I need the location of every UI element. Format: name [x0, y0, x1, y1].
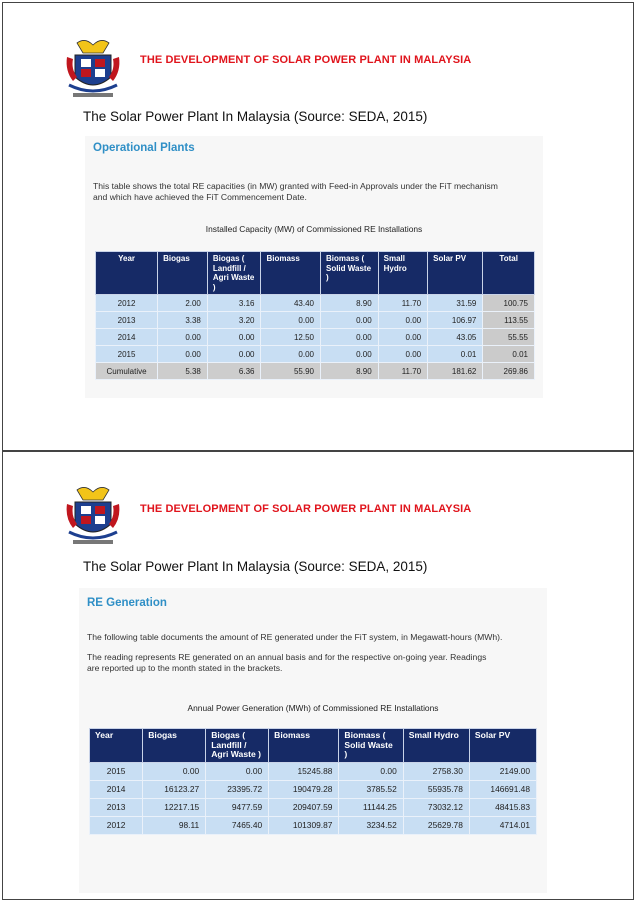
table-cell: 0.00	[207, 346, 261, 363]
table-cell: 0.00	[378, 329, 427, 346]
table-cell: 113.55	[483, 312, 535, 329]
table-cell: 3.20	[207, 312, 261, 329]
column-header: Total	[483, 252, 535, 295]
table-cell: 0.00	[261, 312, 321, 329]
table-header-row	[90, 729, 537, 763]
table-cell: 3785.52	[339, 780, 403, 798]
description-line: are reported up to the month stated in the brackets.	[87, 663, 283, 673]
table-cell: 5.38	[158, 363, 208, 380]
table-cell: 0.00	[158, 329, 208, 346]
slide-2	[2, 451, 634, 900]
table-cell: 190479.28	[269, 780, 339, 798]
table-cell: 9477.59	[206, 798, 269, 816]
table-cell: 2012	[90, 816, 143, 834]
table-cell: 98.11	[143, 816, 206, 834]
table-cell: 3.38	[158, 312, 208, 329]
column-header: Year	[90, 729, 143, 763]
table-cell: 55.55	[483, 329, 535, 346]
table-cell: 3234.52	[339, 816, 403, 834]
table-cell: 15245.88	[269, 762, 339, 780]
table-cell: 11.70	[378, 363, 427, 380]
section-heading: Operational Plants	[93, 142, 195, 154]
description-line: This table shows the total RE capacities (in MW) granted with Feed-in Approvals under the FiT mechanism	[93, 181, 498, 191]
table-cell: 0.00	[320, 346, 378, 363]
table-cell: 12217.15	[143, 798, 206, 816]
table-cell: 101309.87	[269, 816, 339, 834]
seda-screenshot	[85, 136, 543, 398]
table-cell: 48415.83	[469, 798, 536, 816]
table-cell: 0.00	[206, 762, 269, 780]
table-cell: 3.16	[207, 295, 261, 312]
column-header: Biogas ( Landfill / Agri Waste )	[207, 252, 261, 295]
table-row	[96, 346, 535, 363]
table-cell: 16123.27	[143, 780, 206, 798]
table-cell: 8.90	[320, 295, 378, 312]
table-cell: 73032.12	[403, 798, 469, 816]
crest-logo-icon	[63, 484, 123, 548]
table-cell: 0.01	[483, 346, 535, 363]
table-cell: 2013	[90, 798, 143, 816]
column-header: Biomass	[269, 729, 339, 763]
column-header: Small Hydro	[403, 729, 469, 763]
seda-screenshot	[79, 588, 547, 893]
section-heading: RE Generation	[87, 597, 167, 609]
table-cell: 43.40	[261, 295, 321, 312]
table-cell: 0.00	[378, 346, 427, 363]
table-cell: 8.90	[320, 363, 378, 380]
table-cell: 0.00	[158, 346, 208, 363]
table-cell: 0.00	[261, 346, 321, 363]
annual-generation-table	[89, 728, 537, 835]
table-cell: 0.00	[143, 762, 206, 780]
column-header: Solar PV	[469, 729, 536, 763]
table-cell: 7465.40	[206, 816, 269, 834]
column-header: Biogas	[158, 252, 208, 295]
table-cell: 269.86	[483, 363, 535, 380]
table-cell: 2015	[90, 762, 143, 780]
table-row	[96, 312, 535, 329]
table-cell: 6.36	[207, 363, 261, 380]
table-cell: 2014	[90, 780, 143, 798]
table-cell: 23395.72	[206, 780, 269, 798]
description-line: and which have achieved the FiT Commencement Date.	[93, 192, 307, 202]
table-row	[90, 798, 537, 816]
column-header: Biogas	[143, 729, 206, 763]
table-cell: 0.00	[320, 329, 378, 346]
table-cell: 2015	[96, 346, 158, 363]
table-cell: 25629.78	[403, 816, 469, 834]
slide-subtitle: The Solar Power Plant In Malaysia (Source: SEDA, 2015)	[83, 559, 428, 574]
column-header: Biogas ( Landfill / Agri Waste )	[206, 729, 269, 763]
table-header-row	[96, 252, 535, 295]
slide-subtitle: The Solar Power Plant In Malaysia (Source: SEDA, 2015)	[83, 109, 428, 124]
table-caption: Annual Power Generation (MWh) of Commissioned RE Installations	[187, 703, 439, 713]
column-header: Biomass ( Solid Waste )	[339, 729, 403, 763]
table-cell: 146691.48	[469, 780, 536, 798]
slide-1	[2, 2, 634, 451]
table-row	[90, 780, 537, 798]
column-header: Solar PV	[428, 252, 483, 295]
description-line: The reading represents RE generated on an annual basis and for the respective on-going year. Readings	[87, 652, 487, 662]
table-cell: 100.75	[483, 295, 535, 312]
table-cell: 2149.00	[469, 762, 536, 780]
table-cell: 0.00	[207, 329, 261, 346]
table-caption: Installed Capacity (MW) of Commissioned RE Installations	[205, 224, 423, 234]
table-cell: 0.01	[428, 346, 483, 363]
table-row	[96, 329, 535, 346]
description-line: The following table documents the amount of RE generated under the FiT system, in Megawatt-hours (MWh).	[87, 632, 503, 642]
column-header: Small Hydro	[378, 252, 427, 295]
column-header: Biomass ( Solid Waste )	[320, 252, 378, 295]
cumulative-row	[96, 363, 535, 380]
table-row	[96, 295, 535, 312]
table-cell: 55.90	[261, 363, 321, 380]
table-cell: 31.59	[428, 295, 483, 312]
table-cell: Cumulative	[96, 363, 158, 380]
crest-logo-icon	[63, 37, 123, 101]
table-row	[90, 762, 537, 780]
table-cell: 55935.78	[403, 780, 469, 798]
table-cell: 2013	[96, 312, 158, 329]
table-cell: 4714.01	[469, 816, 536, 834]
slide-title: THE DEVELOPMENT OF SOLAR POWER PLANT IN MALAYSIA	[140, 54, 472, 66]
table-cell: 2758.30	[403, 762, 469, 780]
table-cell: 2012	[96, 295, 158, 312]
column-header: Biomass	[261, 252, 321, 295]
table-cell: 2014	[96, 329, 158, 346]
table-cell: 0.00	[339, 762, 403, 780]
column-header: Year	[96, 252, 158, 295]
table-cell: 43.05	[428, 329, 483, 346]
installed-capacity-table	[95, 251, 535, 380]
table-cell: 2.00	[158, 295, 208, 312]
table-cell: 106.97	[428, 312, 483, 329]
table-cell: 209407.59	[269, 798, 339, 816]
slide-title: THE DEVELOPMENT OF SOLAR POWER PLANT IN MALAYSIA	[140, 503, 472, 515]
table-cell: 11144.25	[339, 798, 403, 816]
table-cell: 0.00	[378, 312, 427, 329]
table-cell: 11.70	[378, 295, 427, 312]
table-cell: 0.00	[320, 312, 378, 329]
table-row	[90, 816, 537, 834]
table-cell: 12.50	[261, 329, 321, 346]
table-cell: 181.62	[428, 363, 483, 380]
